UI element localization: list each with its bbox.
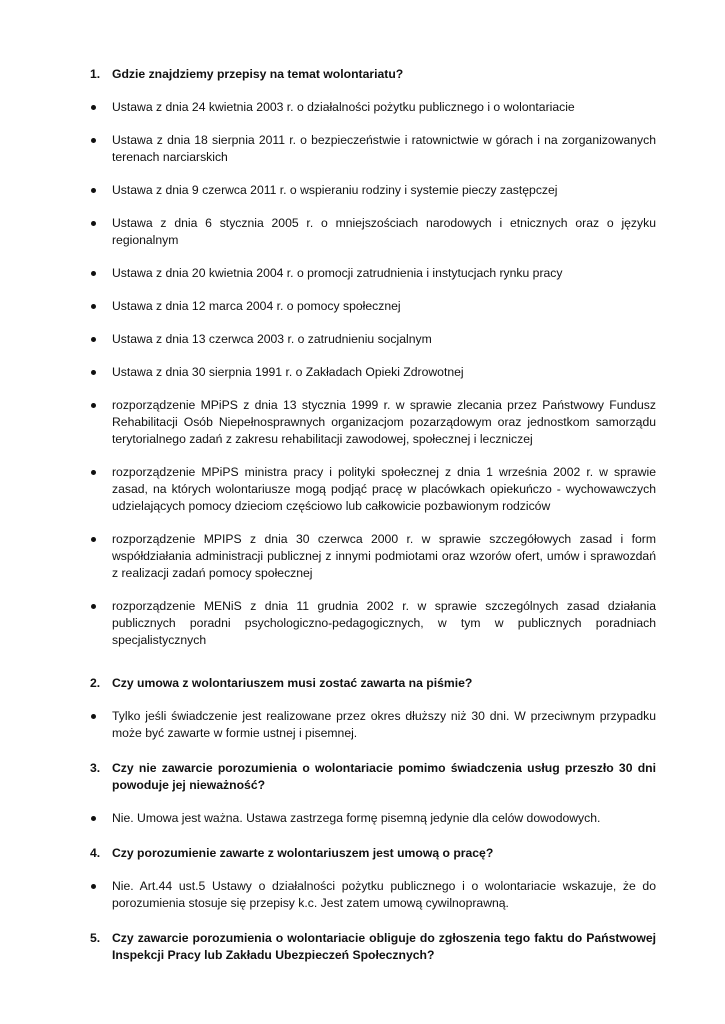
- bullet-icon: [91, 884, 96, 889]
- bullet-icon: [91, 221, 96, 226]
- bullet-icon: [91, 304, 96, 309]
- bullet-icon: [91, 370, 96, 375]
- list-item: [90, 531, 656, 582]
- question-1: [90, 66, 656, 83]
- answer-text: Tylko jeśli świadczenie jest realizowane przez okres dłuższy niż 30 dni. W przeciwnym przypadku może być zawarte w formie ustnej i pisemnej.: [112, 709, 656, 740]
- bullet-icon: [91, 470, 96, 475]
- list-item-text: Ustawa z dnia 20 kwietnia 2004 r. o promocji zatrudnienia i instytucjach rynku pracy: [112, 266, 563, 280]
- list-item-text: Ustawa z dnia 24 kwietnia 2003 r. o działalności pożytku publicznego i o wolontariacie: [112, 100, 575, 114]
- faq-document: [90, 66, 656, 964]
- answer-item: [90, 878, 656, 912]
- answer-text: Nie. Umowa jest ważna. Ustawa zastrzega formę pisemną jedynie dla celów dowodowych.: [112, 811, 601, 825]
- bullet-icon: [91, 714, 96, 719]
- bullet-icon: [91, 105, 96, 110]
- list-item-text: Ustawa z dnia 13 czerwca 2003 r. o zatrudnieniu socjalnym: [112, 332, 432, 346]
- list-item-text: Ustawa z dnia 12 marca 2004 r. o pomocy społecznej: [112, 299, 401, 313]
- bullet-icon: [91, 816, 96, 821]
- question-number: 2.: [90, 676, 101, 690]
- question-5: [90, 930, 656, 964]
- list-item: [90, 397, 656, 448]
- answer-item: [90, 708, 656, 742]
- answer-text: Nie. Art.44 ust.5 Ustawy o działalności pożytku publicznego i o wolontariacie wskazuje, że do porozumienia stosuje się przepisy k.c. Jest zatem umową cywilnoprawną.: [112, 879, 656, 910]
- answer-item: [90, 810, 656, 827]
- question-text: Czy umowa z wolontariuszem musi zostać zawarta na piśmie?: [112, 676, 473, 690]
- list-item-text: rozporządzenie MPiPS ministra pracy i polityki społecznej z dnia 1 września 2002 r. w sprawie zasad, na których wolontariusze mogą podjąć pracę w placówkach opiekuńczo - wychowawczych udzielających pomocy dzieciom częściowo lub całkowicie pozbawionym rodziców: [112, 465, 656, 513]
- bullet-icon: [91, 138, 96, 143]
- bullet-icon: [91, 271, 96, 276]
- list-item: [90, 99, 656, 116]
- question-3: [90, 760, 656, 794]
- question-number: 5.: [90, 931, 101, 945]
- list-item: [90, 182, 656, 199]
- list-item: [90, 265, 656, 282]
- question-number: 3.: [90, 761, 101, 775]
- question-2: [90, 675, 656, 692]
- question-text: Czy nie zawarcie porozumienia o wolontariacie pomimo świadczenia usług przeszło 30 dni powoduje jej nieważność?: [112, 761, 656, 792]
- question-text: Czy zawarcie porozumienia o wolontariacie obliguje do zgłoszenia tego faktu do Państwowej Inspekcji Pracy lub Zakładu Ubezpieczeń Społecznych?: [112, 931, 656, 962]
- question-number: 1.: [90, 67, 101, 81]
- list-item-text: rozporządzenie MENiS z dnia 11 grudnia 2002 r. w sprawie szczególnych zasad działania publicznych poradni psychologiczno-pedagogicznych, w tym w publicznych poradniach specjalistycznych: [112, 599, 656, 647]
- question-4: [90, 845, 656, 862]
- list-item: [90, 331, 656, 348]
- list-item-text: rozporządzenie MPIPS z dnia 30 czerwca 2000 r. w sprawie szczegółowych zasad i form współdziałania administracji publicznej z innymi podmiotami oraz wzorów ofert, umów i sprawozdań z realizacji zadań pomocy społecznej: [112, 532, 656, 580]
- list-item: [90, 132, 656, 166]
- list-item: [90, 364, 656, 381]
- question-text: Czy porozumienie zawarte z wolontariuszem jest umową o pracę?: [112, 846, 494, 860]
- bullet-icon: [91, 604, 96, 609]
- bullet-icon: [91, 537, 96, 542]
- bullet-icon: [91, 403, 96, 408]
- question-number: 4.: [90, 846, 101, 860]
- list-item-text: Ustawa z dnia 6 stycznia 2005 r. o mniejszościach narodowych i etnicznych oraz o języku regionalnym: [112, 216, 656, 247]
- bullet-icon: [91, 188, 96, 193]
- list-item-text: Ustawa z dnia 9 czerwca 2011 r. o wspieraniu rodziny i systemie pieczy zastępczej: [112, 183, 558, 197]
- list-item: [90, 215, 656, 249]
- list-item: [90, 298, 656, 315]
- list-item-text: Ustawa z dnia 30 sierpnia 1991 r. o Zakładach Opieki Zdrowotnej: [112, 365, 464, 379]
- list-item: [90, 598, 656, 649]
- list-item-text: rozporządzenie MPiPS z dnia 13 stycznia 1999 r. w sprawie zlecania przez Państwowy Fundusz Rehabilitacji Osób Niepełnosprawnych organizacjom pozarządowym oraz jednostkom samorządu terytorialnego zadań z zakresu rehabilitacji zawodowej, społecznej i leczniczej: [112, 398, 656, 446]
- list-item-text: Ustawa z dnia 18 sierpnia 2011 r. o bezpieczeństwie i ratownictwie w górach i na zorganizowanych terenach narciarskich: [112, 133, 656, 164]
- question-text: Gdzie znajdziemy przepisy na temat wolontariatu?: [112, 67, 404, 81]
- list-item: [90, 464, 656, 515]
- bullet-icon: [91, 337, 96, 342]
